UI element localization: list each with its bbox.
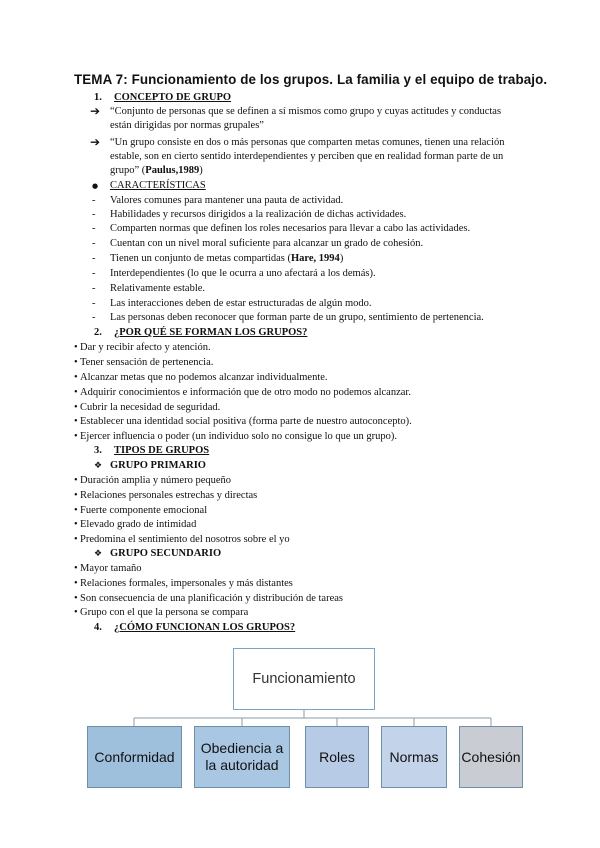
list-item-text: Duración amplia y número pequeño bbox=[80, 475, 232, 486]
dash-icon: - bbox=[92, 223, 96, 234]
diagram-node-cohesion: Cohesión bbox=[459, 726, 523, 788]
section-heading: ¿CÓMO FUNCIONAN LOS GRUPOS? bbox=[114, 622, 296, 633]
citation: Paulus,1989 bbox=[145, 165, 200, 176]
section-number: 1. bbox=[94, 92, 102, 103]
list-item-text: Fuerte componente emocional bbox=[80, 505, 208, 516]
diagram-node-normas: Normas bbox=[381, 726, 447, 788]
diamond-bullet-icon: ❖ bbox=[94, 461, 103, 471]
bullet-icon: • bbox=[74, 534, 78, 545]
list-item-text: Cuentan con un nivel moral suficiente para alcanzar un grado de cohesión. bbox=[110, 238, 424, 249]
arrow-icon: ➔ bbox=[90, 135, 101, 149]
round-bullet-icon: ● bbox=[92, 182, 99, 190]
bullet-icon: • bbox=[74, 357, 78, 368]
dash-icon: - bbox=[92, 312, 96, 323]
list-item-text: Establecer una identidad social positiva (forma parte de nuestro autoconcepto). bbox=[80, 416, 412, 427]
list-item-text: Mayor tamaño bbox=[80, 563, 142, 574]
quote-text-part: ) bbox=[199, 165, 203, 176]
bullet-icon: • bbox=[74, 416, 78, 427]
list-item-text: Habilidades y recursos dirigidos a la realización de dichas actividades. bbox=[110, 209, 407, 220]
list-item-text: Ejercer influencia o poder (un individuo solo no consigue lo que un grupo). bbox=[80, 431, 397, 442]
bullet-icon: • bbox=[74, 342, 78, 353]
bullet-icon: • bbox=[74, 607, 78, 618]
list-item-text: Relaciones formales, impersonales y más distantes bbox=[80, 578, 293, 589]
quote-text: “Un grupo consiste en dos o más personas que comparten metas comunes, tienen una relación bbox=[110, 137, 505, 148]
list-item-text: Son consecuencia de una planificación y distribución de tareas bbox=[80, 593, 343, 604]
section-heading: ¿POR QUÉ SE FORMAN LOS GRUPOS? bbox=[114, 327, 308, 338]
list-item-text: Elevado grado de intimidad bbox=[80, 519, 197, 530]
subsection-heading: GRUPO SECUNDARIO bbox=[110, 548, 222, 559]
bullet-icon: • bbox=[74, 431, 78, 442]
dash-icon: - bbox=[92, 253, 96, 264]
list-item-text: Tener sensación de pertenencia. bbox=[80, 357, 214, 368]
bullet-icon: • bbox=[74, 402, 78, 413]
section-number: 3. bbox=[94, 445, 102, 456]
list-item-text: Tienen un conjunto de metas compartidas ( bbox=[110, 253, 291, 264]
list-item-text: Cubrir la necesidad de seguridad. bbox=[80, 402, 221, 413]
quote-text-part: grupo” ( bbox=[110, 165, 146, 176]
dash-icon: - bbox=[92, 283, 96, 294]
bullet-icon: • bbox=[74, 475, 78, 486]
quote-text: “Conjunto de personas que se definen a sí mismos como grupo y cuyas actitudes y conductas bbox=[110, 106, 502, 117]
bullet-icon: • bbox=[74, 387, 78, 398]
bullet-icon: • bbox=[74, 519, 78, 530]
dash-icon: - bbox=[92, 298, 96, 309]
section-number: 2. bbox=[94, 327, 102, 338]
diagram-node-roles: Roles bbox=[305, 726, 369, 788]
bullet-icon: • bbox=[74, 593, 78, 604]
list-item-text: Comparten normas que definen los roles necesarios para llevar a cabo las actividades. bbox=[110, 223, 471, 234]
list-item-text: Grupo con el que la persona se compara bbox=[80, 607, 249, 618]
list-item-text: Las personas deben reconocer que forman parte de un grupo, sentimiento de pertenencia. bbox=[110, 312, 484, 323]
dash-icon: - bbox=[92, 268, 96, 279]
arrow-icon: ➔ bbox=[90, 104, 101, 118]
section-heading: TIPOS DE GRUPOS bbox=[114, 445, 210, 456]
list-item-text: Las interacciones deben de estar estructuradas de algún modo. bbox=[110, 298, 372, 309]
list-item-text: Valores comunes para mantener una pauta de actividad. bbox=[110, 195, 344, 206]
list-item-text: Adquirir conocimientos e información que de otro modo no podemos alcanzar. bbox=[80, 387, 411, 398]
subsection-heading: GRUPO PRIMARIO bbox=[110, 460, 206, 471]
diagram-node-conformidad: Conformidad bbox=[87, 726, 182, 788]
list-item-text: ) bbox=[339, 253, 344, 264]
dash-icon: - bbox=[92, 238, 96, 249]
bullet-icon: • bbox=[74, 578, 78, 589]
list-item-text: Predomina el sentimiento del nosotros sobre el yo bbox=[80, 534, 290, 545]
bullet-icon: • bbox=[74, 563, 78, 574]
list-item-text: Relaciones personales estrechas y directas bbox=[80, 490, 258, 501]
list-item-text: Interdependientes (lo que le ocurra a uno afectará a los demás). bbox=[110, 268, 376, 279]
list-item-text: Alcanzar metas que no podemos alcanzar individualmente. bbox=[80, 372, 328, 383]
characteristics-heading: CARACTERÍSTICAS bbox=[110, 180, 206, 191]
bullet-icon: • bbox=[74, 490, 78, 501]
bullet-icon: • bbox=[74, 505, 78, 516]
citation: Hare, 1994 bbox=[291, 253, 340, 264]
list-item-text: Dar y recibir afecto y atención. bbox=[80, 342, 211, 353]
section-number: 4. bbox=[94, 622, 102, 633]
bullet-icon: • bbox=[74, 372, 78, 383]
list-item-text: Relativamente estable. bbox=[110, 283, 206, 294]
dash-icon: - bbox=[92, 195, 96, 206]
dash-icon: - bbox=[92, 209, 96, 220]
diamond-bullet-icon: ❖ bbox=[94, 549, 103, 559]
quote-text: estable, son en cierto sentido interdependientes y perciben que en realidad forman parte de un bbox=[110, 151, 504, 162]
diagram-node-obediencia: Obediencia a la autoridad bbox=[194, 726, 290, 788]
page-title: TEMA 7: Funcionamiento de los grupos. La familia y el equipo de trabajo. bbox=[74, 72, 548, 87]
diagram-root-node: Funcionamiento bbox=[233, 648, 375, 710]
section-heading: CONCEPTO DE GRUPO bbox=[114, 92, 232, 103]
quote-text: están dirigidas por normas grupales” bbox=[110, 120, 264, 131]
